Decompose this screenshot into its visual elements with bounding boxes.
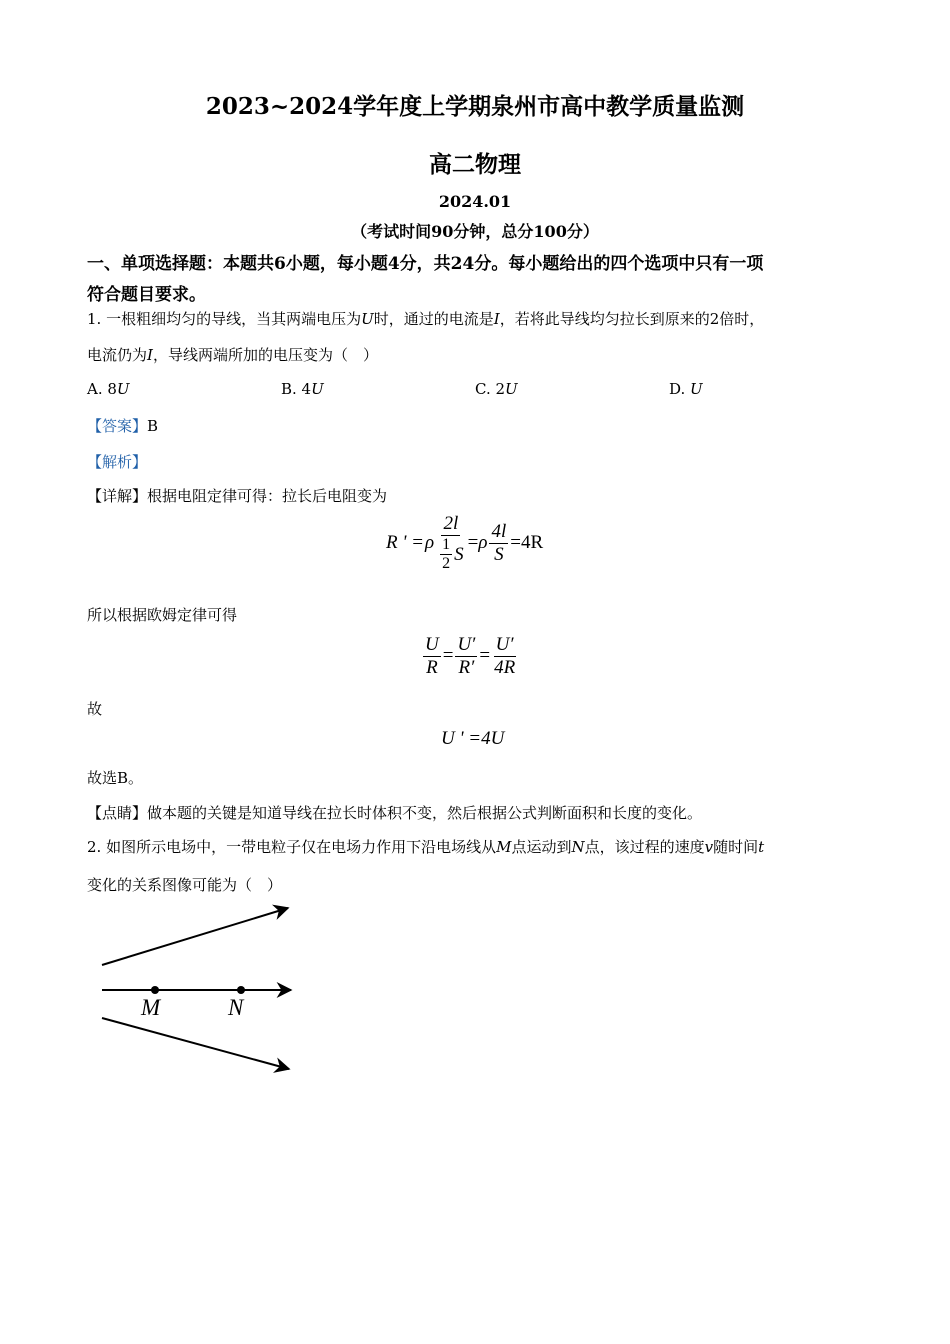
point-n-dot [237, 986, 245, 994]
equation-resistance: R ' = ρ 2l $\frac{1}{2}$ S = ρ $\frac{4l}{S}$ =4R [386, 513, 544, 573]
answer-line [87, 415, 158, 436]
option-a[interactable]: A. 8U [87, 380, 130, 398]
answer-label: 【答案】 [87, 417, 148, 435]
ohm-law-text: 所以根据欧姆定律可得 [87, 606, 238, 624]
conclusion-text: 故选B。 [87, 769, 144, 787]
point-n-label: N [228, 995, 244, 1020]
question-2-stem-cont: 变化的关系图像可能为（ ） [87, 876, 283, 894]
therefore-text: 故 [87, 700, 103, 718]
point-m-label: M [141, 995, 161, 1020]
section-heading: 一、单项选择题：本题共6小题，每小题4分，共24分。每小题给出的四个选项中只有一项 [87, 254, 764, 274]
point-m-dot [151, 986, 159, 994]
answer-value: B [147, 417, 159, 435]
analysis-label: 【解析】 [87, 453, 148, 471]
question-1-stem: 1. 一根粗细均匀的导线，当其两端电压为U时，通过的电流是I，若将此导线均匀拉长到原来的2倍时， [87, 310, 765, 328]
equation-ohm: $\frac{U}{R}$ = $\frac{U'}{R'}$ = $\frac{U'}{4R}$ [425, 634, 516, 678]
option-d[interactable]: D. U [669, 380, 703, 398]
page-title: 2023~2024学年度上学期泉州市高中教学质量监测 [205, 93, 745, 120]
option-c[interactable]: C. 2U [475, 380, 518, 398]
comment-label: 【点睛】 [87, 804, 148, 822]
electric-field-diagram [95, 895, 305, 1080]
exam-info: （考试时间90分钟，总分100分） [351, 222, 599, 241]
detail-line: 【详解】根据电阻定律可得：拉长后电阻变为 [87, 487, 388, 505]
equation-result: U ' =4U [441, 728, 505, 749]
exam-date: 2024.01 [438, 192, 512, 211]
section-heading-cont: 符合题目要求。 [87, 285, 206, 305]
question-1-stem-cont: 电流仍为I，导线两端所加的电压变为（ ） [87, 346, 378, 364]
field-line-top [102, 908, 288, 965]
field-line-bottom [102, 1018, 289, 1069]
question-2-stem: 2. 如图所示电场中，一带电粒子仅在电场力作用下沿电场线从M点运动到N点，该过程的速度v随时间t [87, 838, 765, 856]
comment-line: 【点睛】做本题的关键是知道导线在拉长时体积不变，然后根据公式判断面积和长度的变化。 [87, 804, 703, 822]
option-b[interactable]: B. 4U [281, 380, 324, 398]
subject-title: 高二物理 [429, 151, 521, 178]
detail-label: 【详解】 [87, 487, 148, 505]
